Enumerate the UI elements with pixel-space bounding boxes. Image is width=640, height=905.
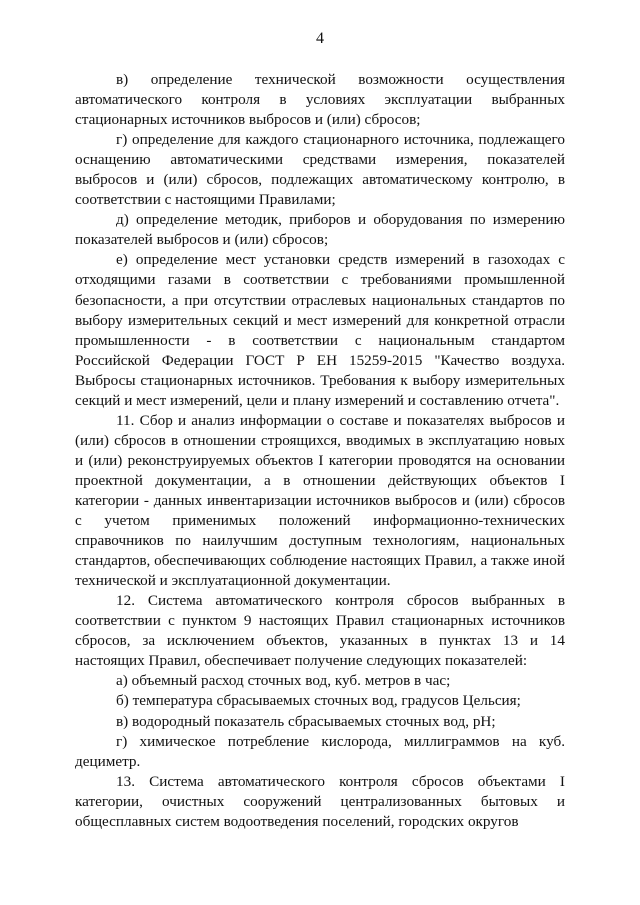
paragraph-11-information-collection: 11. Сбор и анализ информации о составе и показателях выбросов и (или) сбросов в отношении строящихся, вводимых в эксплуатацию новых и (или) реконструируемых объектов I категории проводятся на основании проектной документации, а в отношении действующих объектов I категории - данных инвентаризации источников выбросов и (или) сбросов с учетом применимых положений информационно-технических справочников по наилучшим доступным технологиям, национальных стандартов, обеспечивающих соблюдение настоящих Правил, а также иной технической и эксплуатационной документации.: [75, 411, 565, 590]
paragraph-12-discharge-control-system: 12. Система автоматического контроля сбросов выбранных в соответствии с пунктом 9 настоящих Правил стационарных источников сбросов, за исключением объектов, указанных в пунктах 13 и 14 настоящих Правил, обеспечивает получение следующих показателей:: [75, 592, 565, 670]
list-item-b-temperature: б) температура сбрасываемых сточных вод, градусов Цельсия;: [116, 692, 521, 710]
paragraph-13-category-one-objects: 13. Система автоматического контроля сбросов объектами I категории, очистных сооружений централизованных бытовых и общесплавных систем водоотведения поселений, городских округов: [75, 772, 565, 830]
paragraph-e-measurement-places: е) определение мест установки средств измерений в газоходах с отходящими газами в соответствии с требованиями промышленной безопасности, а при отсутствии отраслевых национальных стандартов по выбору измерительных секций и мест измерений для конкретной отрасли промышленности - в соответствии с национальным стандартом Российской Федерации ГОСТ Р ЕН 15259-2015 "Качество воздуха. Выбросы стационарных источников. Требования к выбору измерительных секций и мест измерений, цели и плану измерений и составлению отчета".: [75, 251, 565, 409]
list-item-g-chemical-oxygen-demand: г) химическое потребление кислорода, миллиграммов на куб. дециметр.: [75, 732, 565, 770]
list-item-v-ph: в) водородный показатель сбрасываемых сточных вод, pH;: [116, 712, 496, 730]
document-body: [75, 70, 565, 832]
paragraph-v-technical-possibility: в) определение технической возможности осуществления автоматического контроля в условиях эксплуатации выбранных стационарных источников выбросов и (или) сбросов;: [75, 71, 565, 129]
page-number: 4: [316, 30, 324, 47]
paragraph-g-source-indicators: г) определение для каждого стационарного источника, подлежащего оснащению автоматическими средствами измерения, показателей выбросов и (или) сбросов, подлежащих автоматическому контролю, в соответствии с настоящими Правилами;: [75, 131, 565, 209]
list-item-a-volume-flow: а) объемный расход сточных вод, куб. метров в час;: [116, 672, 451, 690]
paragraph-d-methods-devices: д) определение методик, приборов и оборудования по измерению показателей выбросов и (или) сбросов;: [75, 211, 565, 249]
